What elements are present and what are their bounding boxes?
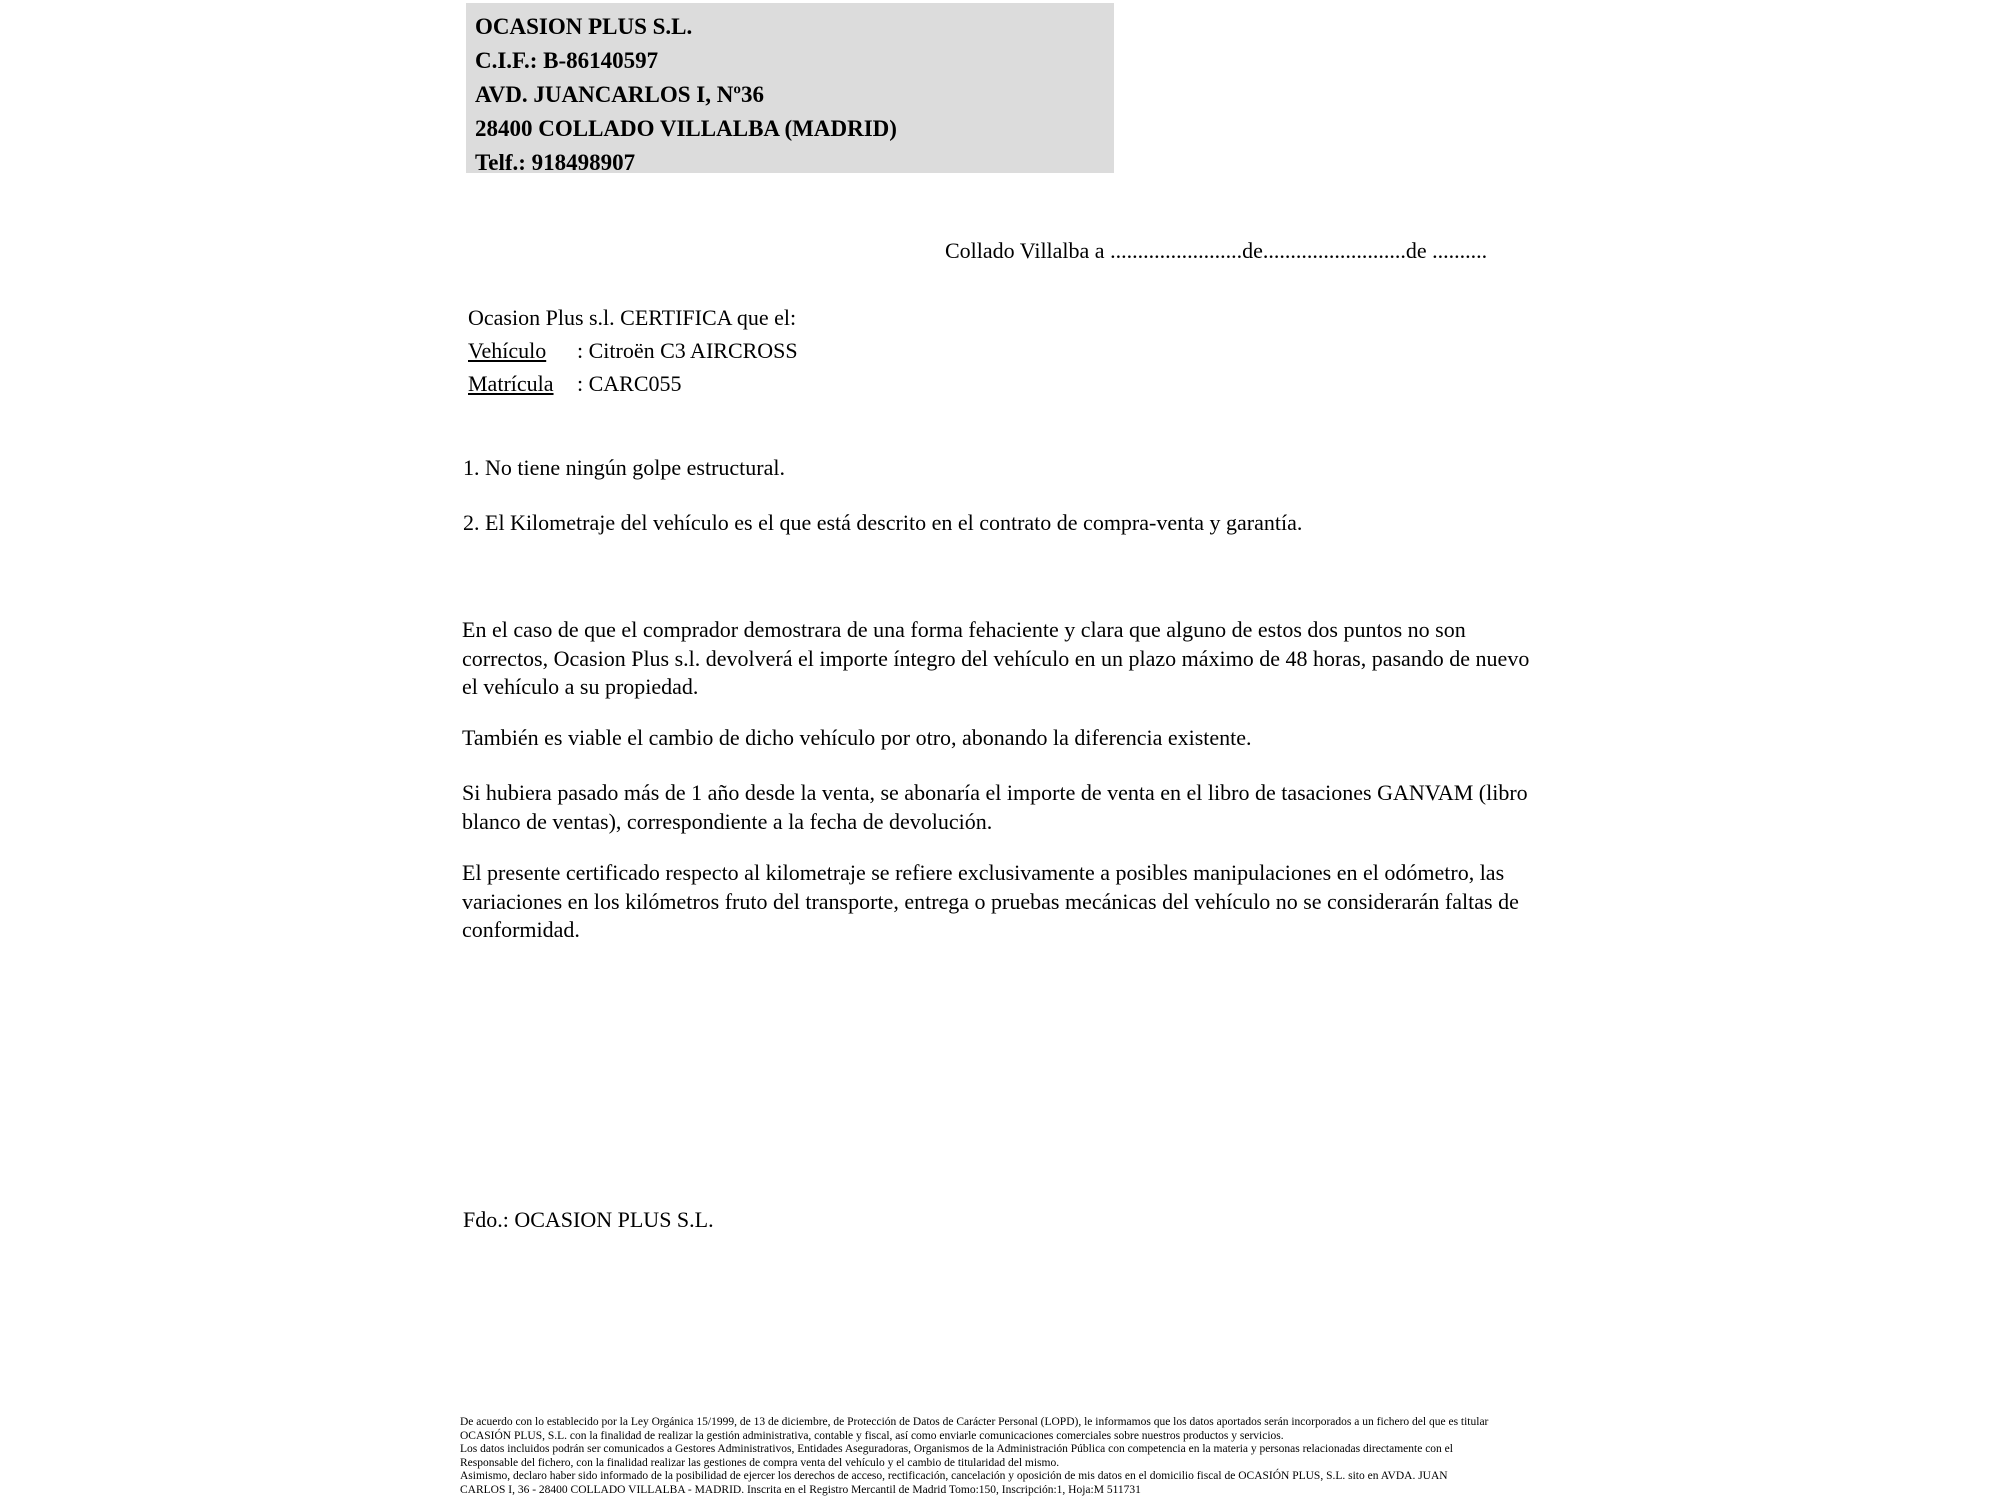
footer-line: Responsable del fichero, con la finalidad realizar las gestiones de compra venta del vehículo y el cambio de titularidad del mismo. <box>460 1456 1060 1469</box>
paragraph-refund: En el caso de que el comprador demostrara de una forma fehaciente y clara que alguno de estos dos puntos no son correctos, Ocasion Plus s.l. devolverá el importe íntegro del vehículo en un plazo máximo de 48 horas, pasando de nuevo el vehículo a su propiedad. <box>462 617 1530 699</box>
company-cif: C.I.F.: B-86140597 <box>475 48 659 73</box>
company-header-box <box>466 3 1114 173</box>
company-phone: Telf.: 918498907 <box>475 150 636 175</box>
plate-field-row <box>468 367 798 400</box>
company-name: OCASION PLUS S.L. <box>475 14 693 39</box>
date-line: Collado Villalba a ........................de..........................de .......... <box>945 238 1488 263</box>
paragraph-odometer: El presente certificado respecto al kilometraje se refiere exclusivamente a posibles manipulaciones en el odómetro, las variaciones en los kilómetros fruto del transporte, entrega o pruebas mecánicas del vehículo no se considerarán faltas de conformidad. <box>462 860 1519 942</box>
footer-line: Los datos incluidos podrán ser comunicados a Gestores Administrativos, Entidades Aseguradoras, Organismos de la Administración Pública con competencia en la materia y personas relacionadas directamente con el <box>460 1443 1453 1456</box>
footer-line: De acuerdo con lo establecido por la Ley Orgánica 15/1999, de 13 de diciembre, de Protección de Datos de Carácter Personal (LOPD), le informamos que los datos aportados serán incorporados a un fichero del que es titular <box>460 1416 1489 1428</box>
signature-line: Fdo.: OCASION PLUS S.L. <box>463 1207 714 1232</box>
footer-line: CARLOS I, 36 - 28400 COLLADO VILLALBA - MADRID. Inscrita en el Registro Mercantil de Madrid Tomo:150, Inscripción:1, Hoja:M 511731 <box>460 1483 1141 1496</box>
footer-line: Asimismo, declaro haber sido informado de la posibilidad de ejercer los derechos de acceso, rectificación, cancelación y oposición de mis datos en el domicilio fiscal de OCASIÓN PLUS, S.L. sito en AVDA. JUAN <box>460 1470 1448 1483</box>
point-1: 1. No tiene ningún golpe estructural. <box>463 455 785 480</box>
plate-field-value: : CARC055 <box>577 371 682 396</box>
footer-line: OCASIÓN PLUS, S.L. con la finalidad de realizar la gestión administrativa, contable y fiscal, así como enviarle comunicaciones comerciales sobre nuestros productos y servicios. <box>460 1429 1284 1442</box>
legal-footer <box>460 1416 1660 1498</box>
vehicle-field-label: Vehículo <box>468 338 547 363</box>
certificate-block <box>468 301 798 400</box>
vehicle-field-value: : Citroën C3 AIRCROSS <box>577 338 798 363</box>
company-address: AVD. JUANCARLOS I, Nº36 <box>475 82 764 107</box>
certificate-intro: Ocasion Plus s.l. CERTIFICA que el: <box>468 305 797 330</box>
paragraph-ganvam: Si hubiera pasado más de 1 año desde la venta, se abonaría el importe de venta en el libro de tasaciones GANVAM (libro blanco de ventas), correspondiente a la fecha de devolución. <box>462 780 1528 834</box>
paragraph-exchange: También es viable el cambio de dicho vehículo por otro, abonando la diferencia existente. <box>462 725 1252 750</box>
company-city: 28400 COLLADO VILLALBA (MADRID) <box>475 116 897 141</box>
point-2: 2. El Kilometraje del vehículo es el que está descrito en el contrato de compra-venta y garantía. <box>463 510 1303 535</box>
plate-field-label: Matrícula <box>468 371 554 396</box>
vehicle-field-row <box>468 334 798 367</box>
